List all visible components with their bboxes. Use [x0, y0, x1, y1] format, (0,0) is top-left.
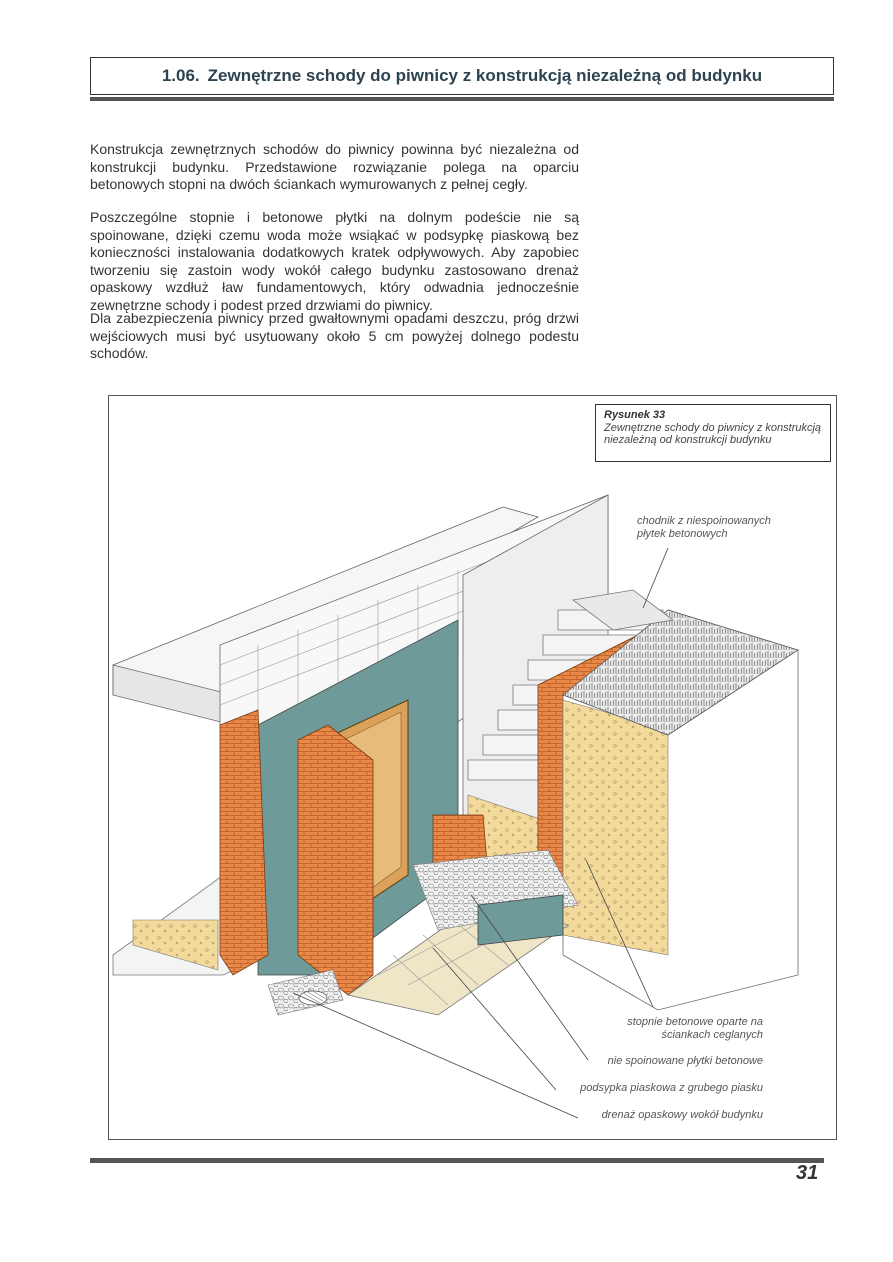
caption-title: Rysunek 33 [604, 409, 666, 421]
section-title-text: Zewnętrzne schody do piwnicy z konstrukcją niezależną od budynku [207, 66, 763, 85]
label-sand: podsypka piaskowa z grubego piasku [580, 1082, 763, 1094]
page-number: 31 [796, 1162, 819, 1184]
paragraph-3: Dla zabezpieczenia piwnicy przed gwałtownymi opadami deszczu, próg drzwi wejściowych musi być usytuowany około 5 cm powyżej dolnego podestu schodów. [90, 310, 579, 361]
paragraph-2: Poszczególne stopnie i betonowe płytki na dolnym podeście nie są spoinowane, dzięki czemu woda może wsiąkać w podsypkę piaskową bez konieczności instalowania dodatkowych kratek odpływowych. Aby zapobiec tworzeniu się zastoin wody wokół całego budynku zastosowano drenaż opaskowy wzdłuż ław fundamentowych, który odwadnia jednocześnie zewnętrzne schody i podest przed drzwiami do piwnicy. [90, 209, 579, 313]
title-underline [90, 97, 834, 101]
label-drain: drenaż opaskowy wokół budynku [601, 1109, 763, 1121]
label-pavement: chodnik z niespoinowanych płytek betonowych [637, 515, 771, 540]
drain-pipe [268, 970, 343, 1015]
sand-wedge [563, 700, 668, 955]
section-number: 1.06. [161, 66, 200, 85]
label-tiles: nie spoinowane płytki betonowe [607, 1055, 763, 1067]
label-steps: stopnie betonowe oparte na ściankach ceglanych [627, 1016, 763, 1041]
paragraph-1: Konstrukcja zewnętrznych schodów do piwnicy powinna być niezależna od konstrukcji budynku. Przedstawione rozwiązanie polega na oparciu betonowych stopni na dwóch ściankach wymurowanych z pełnej cegły. [90, 141, 579, 192]
figure-caption [595, 404, 831, 462]
section-title [90, 57, 834, 95]
door-brick-pillar [298, 725, 373, 995]
caption-text: Zewnętrzne schody do piwnicy z konstrukcją niezależną od konstrukcji budynku [604, 421, 822, 446]
footer-rule [90, 1158, 824, 1163]
